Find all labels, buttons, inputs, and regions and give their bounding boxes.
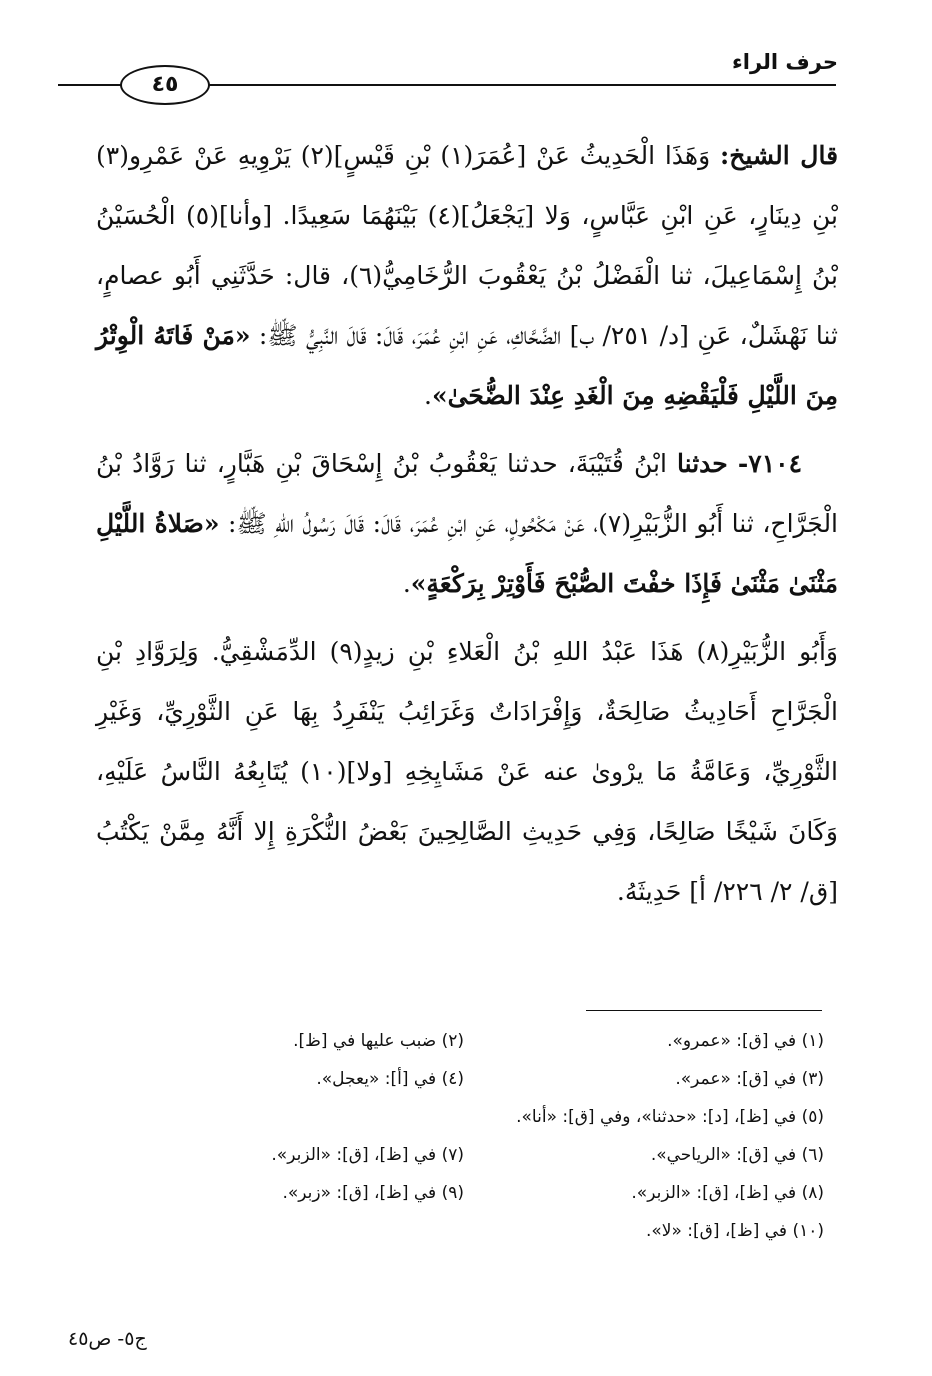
footnote-row [134,1136,824,1174]
footnote-1: (١) في [ق]: «عمرو». [667,1031,824,1051]
footnote-row [134,1174,824,1212]
footnote-2: (٢) ضبب عليها في [ظ]. [293,1031,464,1051]
footnote-8: (٨) في [ظ]، [ق]: «الزبر». [631,1183,824,1203]
paragraph-3-text: وَأَبُو الزُّبَيْرِ(٨) هَذَا عَبْدُ اللهِ بْنُ الْعَلاءِ بْنِ زيدٍ(٩) الدِّمَشْقِيُّ. وَلِرَوَّادِ بْنِ الْجَرَّاحِ أَحَادِيثُ صَالِحَةٌ، وَإِفْرَادَاتٌ وَغَرَائِبُ يَنْفَرِدُ بِهَا عَنِ الثَّوْرِيِّ، وَغَيْرِ الثَّوْرِيِّ، وَعَامَّةُ مَا يرْوىٰ عنه عَنْ مَشَايِخِهِ [ولا](١٠) يُتَابِعُهُ النَّاسُ عَلَيْهِ، وَكَانَ شَيْخًا صَالِحًا، وَفِي حَدِيثِ الصَّالِحِينَ بَعْضُ النُّكْرَةِ إِلا أَنَّهُ مِمَّنْ يَكْتُبُ [ق/ ٢/ ٢٢٦/ أ] حَدِيثَهُ. [96,637,838,906]
paragraph-2 [96,434,838,614]
paragraph-1 [96,126,838,426]
footnote-6: (٦) في [ق]: «الرياحي». [650,1145,824,1165]
paragraph-3 [96,622,838,922]
hadith-number: ٧١٠٤- [737,449,802,478]
speaker-label: قال الشيخ: [719,141,839,170]
footnote-rule [586,1010,822,1011]
running-title: حرف الراء [732,50,838,74]
narration-lead: حدثنا [677,449,728,478]
footnote-row [134,1060,824,1098]
volume-page-reference: ج٥- ص٤٥ [68,1328,147,1350]
footnote-row [134,1022,824,1060]
footnote-10: (١٠) في [ظ]، [ق]: «لا». [645,1221,824,1241]
paragraph-1-text: وَهَذَا الْحَدِيثُ عَنْ [عُمَرَ(١) بْنِ قَيْسٍ](٢) يَرْوِيهِ عَنْ عَمْرِو(٣) بْنِ دِينَارٍ، عَنِ ابْنِ عَبَّاسٍ، وَلا [يَجْعَلُ](٤) بَيْنَهُمَا سَعِيدًا. [وأنا](٥) الْحُسَيْنُ بْنُ إِسْمَاعِيلَ، ثنا الْفَضْلُ بْنُ يَعْقُوبَ الرُّخَامِيُّ(٦)، قال: حَدَّثَنِي أَبُو عصامٍ، ثنا نَهْشَلٌ، عَنِ [د/ ٢٥١/ ب] الضَّحَّاكِ، عَنِ ابْنِ عُمَرَ، قَالَ: قَالَ النَّبِيُّ ﷺ: [96,141,839,350]
footnote-row [134,1212,824,1250]
main-text [96,126,838,930]
footnote-row [134,1098,824,1136]
paragraph-2-end: . [402,569,411,598]
paragraph-1-end: . [423,381,432,410]
footnote-4: (٤) في [أ]: «يعجل». [316,1069,464,1089]
hadith-quote-1: «مَنْ فَاتَهُ الْوِتْرُ مِنَ اللَّيْلِ فَلْيَقْضِهِ مِنَ الْغَدِ عِنْدَ الضُّحَىٰ» [96,321,838,410]
hadith-quote-2: «صَلاةُ اللَّيْلِ مَثْنَىٰ مَثْنَىٰ فَإِذَا خفْتَ الصُّبْحَ فَأَوْتِرْ بِرَكْعَةٍ» [96,509,838,598]
footnote-3: (٣) في [ق]: «عمر». [675,1069,824,1089]
footnote-9: (٩) في [ظ]، [ق]: «زبر». [282,1183,464,1203]
paragraph-2-text: ابْنُ قُتَيْبَةَ، حدثنا يَعْقُوبُ بْنُ إِسْحَاقَ بْنِ هَبَّارٍ، ثنا رَوَّادُ بْنُ الْجَرَّاحِ، ثنا أَبُو الزُّبَيْرِ(٧)، عَنْ مَكْحُولٍ، عَنِ ابْنِ عُمَرَ، قَالَ: قَالَ رَسُولُ اللهِ ﷺ: [96,449,839,538]
page-number-badge: ٤٥ [120,65,210,105]
footnote-5: (٥) في [ظ]، [د]: «حدثنا»، وفي [ق]: «أنا». [516,1107,824,1127]
footnotes [134,1022,824,1250]
footnote-7: (٧) في [ظ]، [ق]: «الزبر». [271,1145,464,1165]
